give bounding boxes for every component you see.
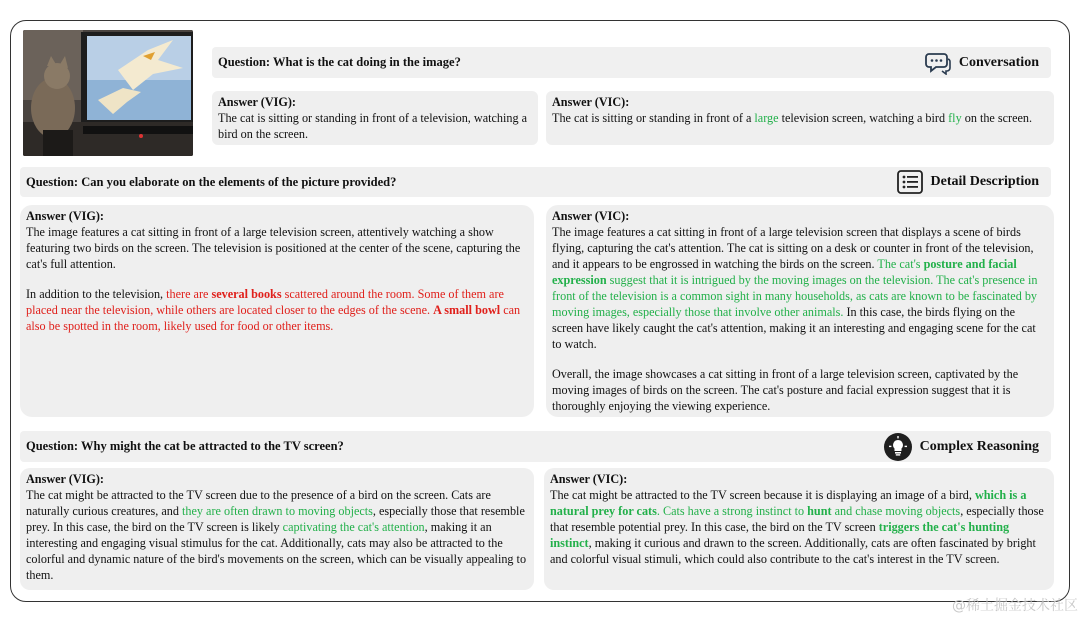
answer-header: Answer (VIG): bbox=[26, 472, 104, 486]
question-text: Question: Can you elaborate on the elements of the picture provided? bbox=[26, 174, 397, 189]
highlight-hallucination: scattered around the room. Some of them are placed near the television, while others are located closer to the edges of the scene. bbox=[26, 287, 504, 317]
answer-text: The cat is sitting or standing in front of a television, watching a bird on the screen. bbox=[218, 111, 528, 141]
highlight-correct-bold: posture and facial expression bbox=[552, 257, 1017, 287]
category-label: Detail Description bbox=[930, 174, 1039, 189]
highlight-hallucination-bold: several books bbox=[211, 287, 282, 301]
category-label: Complex Reasoning bbox=[919, 438, 1039, 454]
question-text: Question: Why might the cat be attracted to the TV screen? bbox=[26, 439, 344, 453]
answer-paragraph bbox=[552, 224, 1048, 352]
answer-text-part: , making it an interesting and engaging visual stimulus for the cat. Additionally, cats may also be attracted to the colorful and dynamic nature of the bird's movements on the screen, which can be visually appealing to them. bbox=[26, 520, 527, 582]
answer-vic-reasoning bbox=[544, 468, 1054, 590]
highlight-hallucination: can also be spotted in the room, likely used for food or other items. bbox=[26, 303, 521, 333]
answer-header: Answer (VIG): bbox=[26, 209, 104, 223]
highlight-correct-bold: hunt bbox=[807, 504, 832, 518]
answer-vig-conversation bbox=[212, 91, 538, 145]
answer-vig-detail bbox=[20, 205, 534, 417]
answer-text-part: The cat might be attracted to the TV screen because it is displaying an image of a bird, bbox=[550, 488, 975, 502]
category-tag-detail bbox=[897, 167, 1039, 197]
highlight-hallucination-bold: A small bowl bbox=[433, 303, 501, 317]
question-bar-conversation bbox=[212, 47, 1051, 78]
answer-vic-detail bbox=[546, 205, 1054, 417]
question-text: Question: What is the cat doing in the image? bbox=[218, 55, 461, 69]
answer-text-part: In addition to the television, bbox=[26, 287, 167, 301]
highlight-correct: The cat's bbox=[877, 257, 924, 271]
lightbulb-icon bbox=[884, 433, 912, 461]
highlight-correct-bold: triggers the cat's hunting instinct bbox=[550, 520, 1010, 550]
highlight-correct: captivating the cat's attention bbox=[282, 520, 425, 534]
list-icon bbox=[897, 170, 923, 194]
question-bar-reasoning bbox=[20, 431, 1051, 462]
category-label: Conversation bbox=[958, 54, 1039, 70]
answer-vig-reasoning bbox=[20, 468, 534, 590]
highlight-correct: they are often drawn to moving objects bbox=[182, 504, 373, 518]
answer-text-part: , especially those that resemble prey. In this case, the bird on the TV screen is likely bbox=[26, 504, 525, 534]
answer-header: Answer (VIC): bbox=[552, 209, 630, 223]
category-tag-reasoning bbox=[884, 431, 1039, 462]
cat-tv-illustration bbox=[23, 30, 193, 156]
cat-tv-photo bbox=[23, 30, 193, 156]
category-tag-conversation bbox=[925, 47, 1039, 78]
answer-paragraph: Overall, the image showcases a cat sitting in front of a large television screen, captivated by the moving images of birds on the screen. The cat's posture and facial expression suggest that it is thoroughly enjoying the viewing experience. bbox=[552, 367, 1019, 413]
highlight-correct: suggest that it is intrigued by the moving images on the television. The cat's presence in front of the television is a common sight in many households, as cats are known to be fascinated by moving images, especially those that involve other animals. bbox=[552, 273, 1038, 319]
answer-vic-conversation bbox=[546, 91, 1054, 145]
chat-bubbles-icon bbox=[925, 51, 951, 75]
highlight-hallucination: there are bbox=[166, 287, 212, 301]
answer-paragraph: The image features a cat sitting in front of a large television screen, attentively watching a show featuring two birds on the screen. The television is positioned at the center of the scene, capturing the cat's full attention. bbox=[26, 225, 521, 271]
highlight-correct: fly bbox=[948, 111, 962, 125]
answer-text-part: The cat might be attracted to the TV screen due to the presence of a bird on the screen. Cats are naturally curious creatures, and bbox=[26, 488, 491, 518]
answer-text-part: The cat is sitting or standing in front of a bbox=[552, 111, 755, 125]
highlight-correct: and chase moving objects bbox=[831, 504, 961, 518]
answer-text-part: television screen, watching a bird bbox=[778, 111, 949, 125]
answer-text-part: In this case, the birds flying on the screen have likely caught the cat's attention, making it an interesting and engaging scene for the cat to watch. bbox=[552, 305, 1036, 351]
answer-text-part: on the screen. bbox=[961, 111, 1033, 125]
highlight-correct: large bbox=[754, 111, 779, 125]
answer-text-part: , making it curious and drawn to the screen. Additionally, cats are often fascinated by bright and colorful visual stimuli, which could also contribute to the cat's interest in the TV screen. bbox=[550, 536, 1036, 566]
question-bar-detail bbox=[20, 167, 1051, 197]
answer-text-part: The image features a cat sitting in front of a large television screen that displays a scene of birds flying, capturing the cat's attention. The cat is sitting on a desk or counter in front of the television, and it appears to be engrossed in watching the birds on the screen. bbox=[552, 225, 1034, 271]
answer-header: Answer (VIG): bbox=[218, 95, 296, 109]
answer-paragraph bbox=[26, 286, 528, 334]
watermark: @稀土掘金技术社区 bbox=[952, 598, 1078, 614]
answer-header: Answer (VIC): bbox=[550, 472, 628, 486]
answer-header: Answer (VIC): bbox=[552, 95, 630, 109]
highlight-correct: . Cats have a strong instinct to bbox=[656, 504, 808, 518]
highlight-correct-bold: which is a natural prey for cats bbox=[550, 488, 1027, 518]
answer-text-part: , especially those that resemble potential prey. In this case, the bird on the TV screen bbox=[550, 504, 1044, 534]
